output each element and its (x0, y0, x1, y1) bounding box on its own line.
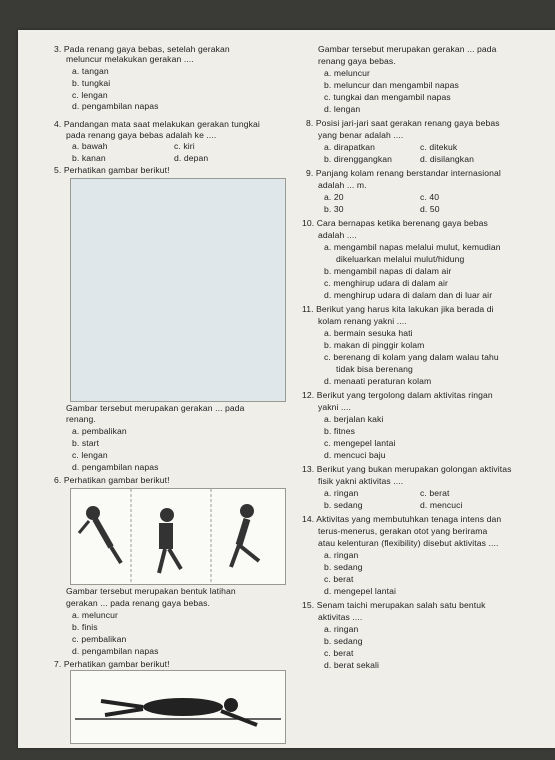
right-column-line: 8. Posisi jari-jari saat gerakan renang gaya bebas (306, 118, 500, 128)
left-column-line: 4. Pandangan mata saat melakukan gerakan tungkai (54, 119, 260, 129)
right-column-line: atau kelenturan (flexibility) disebut aktivitas .... (318, 538, 499, 548)
left-column-line: gerakan ... pada renang gaya bebas. (66, 598, 210, 608)
right-column-line: yang benar adalah .... (318, 130, 404, 140)
right-column-line: b. sedang (324, 636, 363, 646)
right-column-line: a. 20 (324, 192, 344, 202)
right-column-line: b. makan di pinggir kolam (324, 340, 425, 350)
right-column-line: a. ringan (324, 550, 359, 560)
right-column-line: a. bermain sesuka hati (324, 328, 413, 338)
left-column-line: a. tangan (72, 66, 109, 76)
right-column-line: d. menaati peraturan kolam (324, 376, 432, 386)
right-column-line: 12. Berikut yang tergolong dalam aktivitas ringan (302, 390, 493, 400)
right-column-line: c. ditekuk (420, 142, 458, 152)
right-column-line: adalah .... (318, 230, 357, 240)
right-column-line: c. berat (420, 488, 450, 498)
left-column-line: 3. Pada renang gaya bebas, setelah gerakan (54, 44, 230, 54)
left-column-line: b. finis (72, 622, 98, 632)
left-column-line: d. depan (174, 153, 209, 163)
left-column-line: b. tungkai (72, 78, 111, 88)
right-column-line: renang gaya bebas. (318, 56, 396, 66)
right-column-line: c. berat (324, 648, 354, 658)
right-column-line: terus-menerus, gerakan otot yang berirama (318, 526, 488, 536)
right-column-line: 10. Cara bernapas ketika berenang gaya bebas (302, 218, 488, 228)
right-column-line: c. menghirup udara di dalam air (324, 278, 448, 288)
right-column-line: c. mengepel lantai (324, 438, 396, 448)
right-column-line: a. dirapatkan (324, 142, 375, 152)
right-column-line: a. ringan (324, 624, 359, 634)
left-column-line: c. kiri (174, 141, 195, 151)
left-column-line: b. kanan (72, 153, 106, 163)
right-column-line: Gambar tersebut merupakan gerakan ... pada (318, 44, 497, 54)
left-column-line: 7. Perhatikan gambar berikut! (54, 659, 170, 669)
left-column-line: Gambar tersebut merupakan gerakan ... pada (66, 403, 245, 413)
right-column-line: 13. Berikut yang bukan merupakan golongan aktivitas (302, 464, 512, 474)
right-column-line: a. berjalan kaki (324, 414, 384, 424)
question-6-figure (70, 488, 286, 585)
left-column-line: a. meluncur (72, 610, 118, 620)
question-5-figure (70, 178, 286, 402)
right-column-line: b. 30 (324, 204, 344, 214)
right-column-line: d. disilangkan (420, 154, 474, 164)
left-column-line: a. bawah (72, 141, 108, 151)
right-column-line: c. berat (324, 574, 354, 584)
right-column-line: adalah ... m. (318, 180, 367, 190)
right-column-line: a. ringan (324, 488, 359, 498)
left-column-line: 5. Perhatikan gambar berikut! (54, 165, 170, 175)
question-7-figure (70, 670, 286, 744)
dryland-swimmer-figure (71, 671, 285, 743)
right-column-line: d. berat sekali (324, 660, 380, 670)
right-column-line: 9. Panjang kolam renang berstandar internasional (306, 168, 501, 178)
right-column-line: 14. Aktivitas yang membutuhkan tenaga intens dan (302, 514, 502, 524)
right-column-line: b. fitnes (324, 426, 355, 436)
left-column-line: pada renang gaya bebas adalah ke .... (66, 130, 217, 140)
right-column-line: d. mencuci (420, 500, 463, 510)
left-column-line: d. pengambilan napas (72, 101, 159, 111)
right-column-line: a. mengambil napas melalui mulut, kemudian (324, 242, 501, 252)
left-column-line: meluncur melakukan gerakan .... (66, 54, 194, 64)
left-column-line: Gambar tersebut merupakan bentuk latihan (66, 586, 236, 596)
right-column-line: d. menghirup udara di dalam dan di luar air (324, 290, 493, 300)
left-column-line: c. lengan (72, 90, 108, 100)
right-column-line: aktivitas .... (318, 612, 363, 622)
right-column-line: b. meluncur dan mengambil napas (324, 80, 459, 90)
left-column-line: renang. (66, 414, 96, 424)
right-column-line: b. sedang (324, 562, 363, 572)
right-column-line: d. lengan (324, 104, 361, 114)
right-column-line: kolam renang yakni .... (318, 316, 407, 326)
right-column-line: d. 50 (420, 204, 440, 214)
left-column-line: c. pembalikan (72, 634, 127, 644)
left-column-line: b. start (72, 438, 100, 448)
left-column-line: d. pengambilan napas (72, 646, 159, 656)
right-column-line: fisik yakni aktivitas .... (318, 476, 404, 486)
right-column-line: d. mengepel lantai (324, 586, 397, 596)
right-column-line: b. direnggangkan (324, 154, 393, 164)
right-column-line: a. meluncur (324, 68, 370, 78)
right-column-line: 15. Senam taichi merupakan salah satu bentuk (302, 600, 486, 610)
right-column-line: b. sedang (324, 500, 363, 510)
left-column-line: 6. Perhatikan gambar berikut! (54, 475, 170, 485)
right-column-line: c. 40 (420, 192, 440, 202)
right-column-line: yakni .... (318, 402, 351, 412)
left-column-line: a. pembalikan (72, 426, 127, 436)
right-column-line: c. tungkai dan mengambil napas (324, 92, 451, 102)
left-column-line: d. pengambilan napas (72, 462, 159, 472)
right-column-line: dikeluarkan melalui mulut/hidung (336, 254, 465, 264)
right-column-line: b. mengambil napas di dalam air (324, 266, 452, 276)
right-column-line: 11. Berikut yang harus kita lakukan jika berada di (302, 304, 494, 314)
right-column-line: d. mencuci baju (324, 450, 386, 460)
swimmer-turn-sequence-icon (71, 489, 285, 584)
left-column-line: c. lengan (72, 450, 108, 460)
right-column-line: tidak bisa berenang (336, 364, 413, 374)
right-column-line: c. berenang di kolam yang dalam walau tahu (324, 352, 499, 362)
